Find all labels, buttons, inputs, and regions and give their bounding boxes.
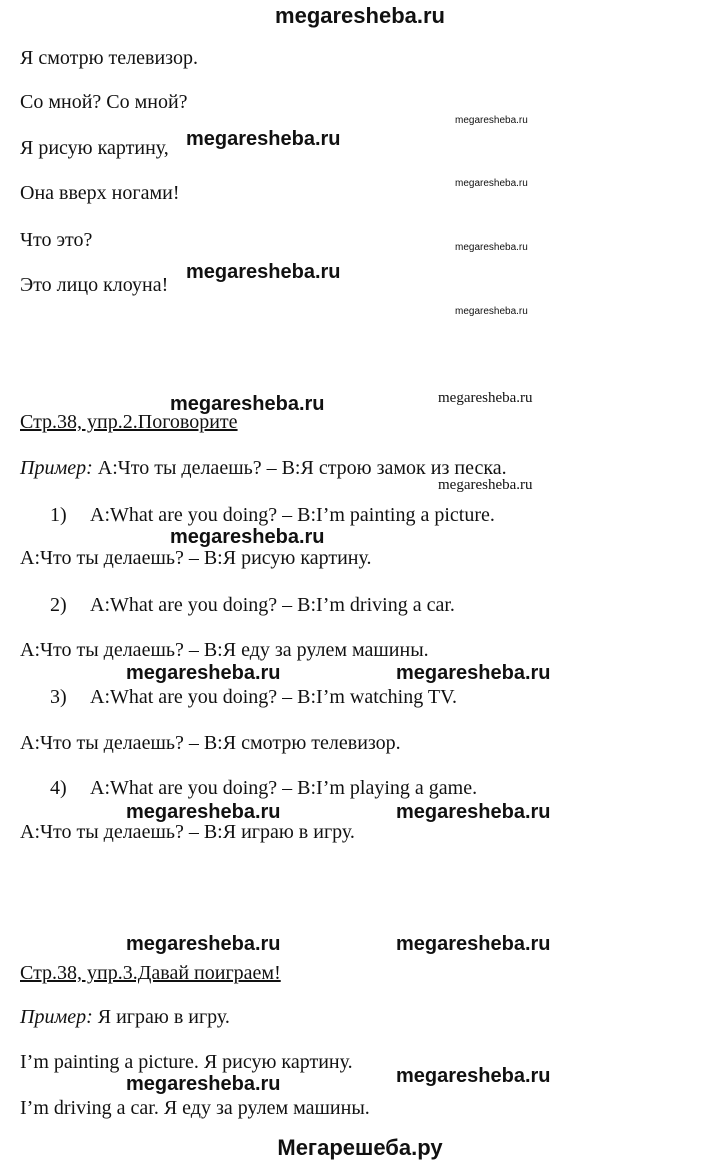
item-number: 3) xyxy=(50,686,67,708)
watermark: megaresheba.ru xyxy=(396,933,551,955)
item-number: 1) xyxy=(50,504,67,526)
watermark: megaresheba.ru xyxy=(455,306,528,317)
translation-line-6: Это лицо клоуна! xyxy=(20,274,169,296)
exercise2-heading: Стр.38, упр.2.Поговорите xyxy=(20,411,238,433)
translation-line-5: Что это? xyxy=(20,229,93,251)
site-footer: Мегарешеба.ру xyxy=(277,1135,443,1160)
watermark: megaresheba.ru xyxy=(455,242,528,253)
exercise2-item-2-en xyxy=(50,593,455,617)
watermark: megaresheba.ru xyxy=(396,662,551,684)
item-en-text: A:What are you doing? – B:I’m playing a game. xyxy=(90,777,478,799)
watermark: megaresheba.ru xyxy=(126,933,281,955)
watermark: megaresheba.ru xyxy=(396,1065,551,1087)
exercise2-example xyxy=(20,456,507,480)
example-text: А:Что ты делаешь? – В:Я строю замок из песка. xyxy=(97,457,507,479)
exercise3-line-1: I’m painting a picture. Я рисую картину. xyxy=(20,1051,353,1073)
exercise2-item-3-en xyxy=(50,685,457,709)
example-text: Я играю в игру. xyxy=(97,1006,230,1028)
watermark: megaresheba.ru xyxy=(170,393,325,415)
example-label: Пример: xyxy=(20,1006,93,1028)
item-en-text: A:What are you doing? – B:I’m painting a picture. xyxy=(90,504,495,526)
watermark: megaresheba.ru xyxy=(170,526,325,548)
translation-line-3: Я рисую картину, xyxy=(20,137,169,159)
watermark: megaresheba.ru xyxy=(186,128,341,150)
watermark: megaresheba.ru xyxy=(455,178,528,189)
exercise3-line-2: I’m driving a car. Я еду за рулем машины. xyxy=(20,1097,370,1119)
item-number: 2) xyxy=(50,594,67,616)
exercise2-item-2-ru: А:Что ты делаешь? – В:Я еду за рулем машины. xyxy=(20,639,429,661)
exercise3-example xyxy=(20,1005,230,1029)
translation-line-4: Она вверх ногами! xyxy=(20,182,180,204)
example-label: Пример: xyxy=(20,457,93,479)
exercise2-item-4-ru: А:Что ты делаешь? – В:Я играю в игру. xyxy=(20,821,355,843)
watermark: megaresheba.ru xyxy=(186,261,341,283)
watermark: megaresheba.ru xyxy=(438,477,533,493)
exercise2-item-1-ru: А:Что ты делаешь? – В:Я рисую картину. xyxy=(20,547,372,569)
item-number: 4) xyxy=(50,777,67,799)
item-en-text: A:What are you doing? – B:I’m watching TV. xyxy=(90,686,457,708)
exercise2-item-4-en xyxy=(50,776,477,800)
item-en-text: A:What are you doing? – B:I’m driving a car. xyxy=(90,594,455,616)
watermark: megaresheba.ru xyxy=(438,390,533,406)
watermark: megaresheba.ru xyxy=(126,1073,281,1095)
translation-line-2: Со мной? Со мной? xyxy=(20,91,188,113)
watermark: megaresheba.ru xyxy=(126,801,281,823)
translation-line-1: Я смотрю телевизор. xyxy=(20,47,198,69)
watermark: megaresheba.ru xyxy=(396,801,551,823)
exercise3-heading: Стр.38, упр.3.Давай поиграем! xyxy=(20,962,281,984)
watermark: megaresheba.ru xyxy=(455,115,528,126)
exercise2-item-1-en xyxy=(50,503,495,527)
watermark: megaresheba.ru xyxy=(126,662,281,684)
site-header: megaresheba.ru xyxy=(275,3,445,28)
exercise2-item-3-ru: А:Что ты делаешь? – В:Я смотрю телевизор. xyxy=(20,732,401,754)
